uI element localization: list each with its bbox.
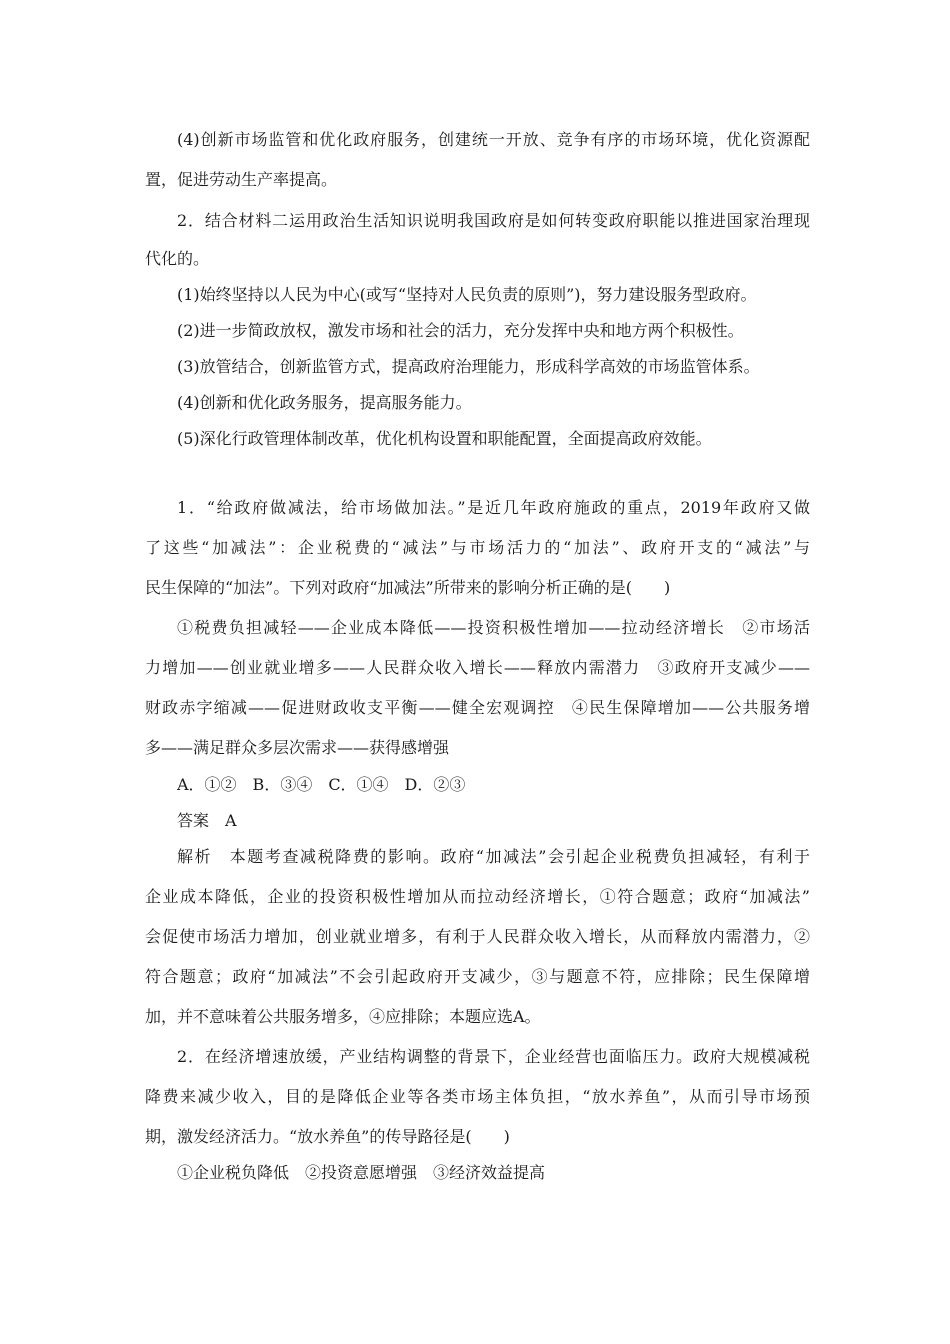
question-stem: 降费来减少收入，目的是降低企业等各类市场主体负担，“放水养鱼”，从而引导市场预 — [145, 1087, 810, 1106]
question-stem: 代化的。 — [145, 249, 210, 268]
analysis-text: 符合题意；政府“加减法”不会引起政府开支减少，③与题意不符，应排除；民生保障增 — [145, 967, 810, 986]
analysis-text: 会促使市场活力增加，创业就业增多，有利于人民群众收入增长，从而释放内需潜力，② — [145, 927, 810, 946]
analysis-text: 企业成本降低，企业的投资积极性增加从而拉动经济增长，①符合题意；政府“加减法” — [145, 887, 810, 906]
choice-items: 财政赤字缩减——促进财政收支平衡——健全宏观调控 ④民生保障增加——公共服务增 — [145, 698, 810, 717]
question-stem: 2．结合材料二运用政治生活知识说明我国政府是如何转变政府职能以推进国家治理现 — [177, 211, 810, 230]
question-stem: 2．在经济增速放缓，产业结构调整的背景下，企业经营也面临压力。政府大规模减税 — [177, 1047, 810, 1066]
answer-options: A．①② B．③④ C．①④ D．②③ — [177, 775, 466, 794]
answer-point: (3)放管结合，创新监管方式，提高政府治理能力，形成科学高效的市场监管体系。 — [177, 357, 760, 376]
question-stem: 民生保障的“加法”。下列对政府“加减法”所带来的影响分析正确的是( ) — [145, 578, 671, 597]
paragraph-line: 置，促进劳动生产率提高。 — [145, 170, 338, 189]
paragraph-line: (4)创新市场监管和优化政府服务，创建统一开放、竞争有序的市场环境，优化资源配 — [177, 130, 810, 149]
choice-items: 力增加——创业就业增多——人民群众收入增长——释放内需潜力 ③政府开支减少—— — [145, 658, 810, 677]
analysis-text: 解析 本题考查减税降费的影响。政府“加减法”会引起企业税费负担减轻，有利于 — [177, 847, 810, 866]
answer-point: (2)进一步简政放权，激发市场和社会的活力，充分发挥中央和地方两个积极性。 — [177, 321, 744, 340]
question-stem: 1．“给政府做减法，给市场做加法。”是近几年政府施政的重点，2019年政府又做 — [177, 498, 810, 517]
question-stem: 了这些“加减法”：企业税费的“减法”与市场活力的“加法”、政府开支的“减法”与 — [145, 538, 810, 557]
question-stem: 期，激发经济活力。“放水养鱼”的传导路径是( ) — [145, 1127, 510, 1146]
answer-point: (1)始终坚持以人民为中心(或写“坚持对人民负责的原则”)，努力建设服务型政府。 — [177, 285, 757, 304]
analysis-text: 加，并不意味着公共服务增多，④应排除；本题应选A。 — [145, 1007, 541, 1026]
choice-items: 多——满足群众多层次需求——获得感增强 — [145, 738, 450, 757]
answer-point: (4)创新和优化政务服务，提高服务能力。 — [177, 393, 472, 412]
choice-items: ①企业税负降低 ②投资意愿增强 ③经济效益提高 — [177, 1163, 546, 1182]
choice-items: ①税费负担减轻——企业成本降低——投资积极性增加——拉动经济增长 ②市场活 — [177, 618, 810, 637]
answer-point: (5)深化行政管理体制改革，优化机构设置和职能配置，全面提高政府效能。 — [177, 429, 712, 448]
answer-key: 答案 A — [177, 811, 237, 830]
